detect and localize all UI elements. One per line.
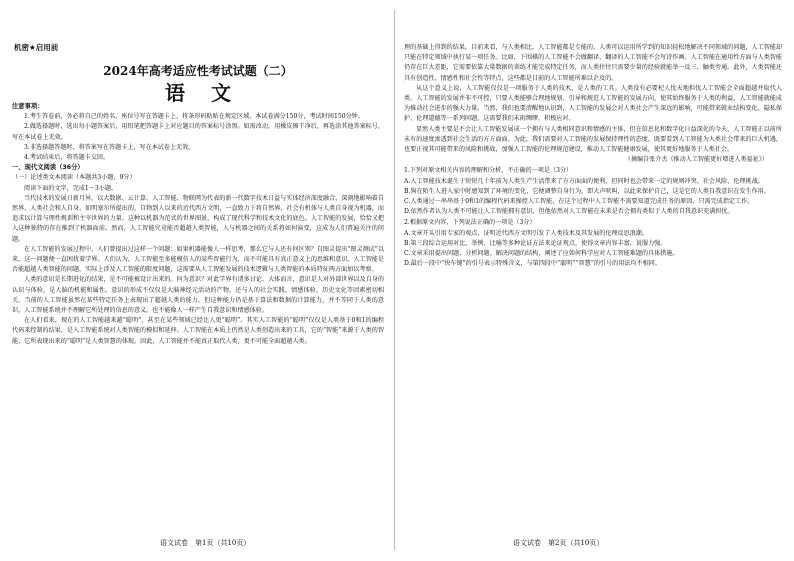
page-footer-left: 语文试卷 第1页（共10页）	[160, 539, 251, 547]
question-option: D.依然作者认为人类不可能让人工智能拥有意识，但他依然对人工智能在未来是否会拥有类似于人类的自我意识充满担忧。	[404, 208, 734, 216]
passage-paragraph: 在人们看来，现在的人工智能越来越“聪明”，甚至在某些领域已经比人更“聪明”。其实人工智能的“聪明”仅仅是人类基于0和1的编程代码来控制的结果，是人工智能系统对人类智能的模拟和延伸。人工智能在本质上仍然是人类创造出来的工具，它的“智能”来源于人类的智能，它所表现出来的“聪明”是人类智慧的体现。因此，人工智能并不能真正取代人类，更不可能全面超越人类。	[12, 317, 384, 345]
secret-label: 机密★启用前	[14, 43, 59, 52]
question-stem: 2.根据原文内容，下列说法正确的一项是（3分）	[404, 219, 536, 227]
note-item: 2.做选择题时，选出每小题答案后，用铅笔把答题卡上对应题目的答案标号涂黑。如需改动，用橡皮擦干净后，再选涂其他答案标号，写在本试卷上无效。	[12, 123, 384, 141]
passage-paragraph: 理的基础上得到的结果。目前来看，与人类相比，人工智能都是专能的。人类可以运用所学到的知识轻松地解决不同领域的问题，人工智能却只能在特定领域中执行某一项任务。比如，下围棋的人工智能不会做翻译，翻译的人工智能不会写诗作画。人工智能在通用性方面与人类智能仍存在巨大差距，它需要依靠大量数据的训练才能完成特定任务，而人类往往只需要少量的经验就能举一反三、触类旁通。此外，人类智能还具有创造性、情感性和社会性等特点，这些都是目前的人工智能所难以企及的。	[404, 44, 782, 82]
page-footer-right: 语文试卷 第2页（共10页）	[513, 539, 604, 547]
section-subheading: （一）论述类文本阅读（本题共3小题，9分）	[12, 174, 136, 182]
left-body	[12, 102, 384, 347]
question-option: D.最后一段中“快车键”的引号表示特殊含义，与第四段中“聪明”“智慧”的引号的用法均不相同。	[404, 260, 661, 268]
passage-paragraph: 从这个意义上说，人工智能仅仅是一项服务于人类的技术，是人类的工具。人类没有必要杞人忧天地担忧人工智能会全面超越并取代人类。人工智能的发展并非不可控，只要人类能够合理地规划、引导和规范人工智能的发展方向，使其始终服务于人类的利益，人工智能就能成为推动社会进步的强大力量。当然，我们也要清醒地认识到，人工智能的发展会对人类社会产生深远的影响，可能带来就业结构变化、隐私保护、伦理道德等一系列问题，这需要我们未雨绸缪，积极应对。	[404, 84, 782, 123]
question-option: A.文章开头引用专家的观点，证明近代西方文明引发了人类技术及其发展的伦理反思浪潮。	[404, 229, 648, 237]
question-option: B.第三段综合运用对比、举例、比喻等多种论证方法来论证观点，使得文章内容丰富，说服力强。	[404, 239, 667, 247]
note-item: 3.非选择题答题时，将答案写在答题卡上，写在本试卷上无效。	[24, 143, 195, 151]
notes-heading: 注意事项：	[12, 103, 44, 110]
note-item: 4.考试结束后，将答题卡交回。	[24, 154, 110, 162]
note-item: 1.考生答卷前，务必将自己的姓名、座位号写在答题卡上，将条形码粘贴在规定区域。本试卷满分150分，考试时间150分钟。	[24, 113, 364, 121]
subject-title: 语文	[165, 81, 257, 105]
question-stem: 1.下列对原文相关内容的理解和分析，不正确的一项是（3分）	[404, 167, 573, 175]
exam-title: 2024年高考适应性考试试题（二）	[103, 64, 293, 78]
passage-paragraph: 人类的意识是长期进化的结果，是不可能被设计出来的。何为意识？对此学界有诸多讨论。大体而言，意识是人对外部世界以及自身的认识与体验，是人脑的机能和属性。意识的形成不仅仅是大脑神经元活动的产物，还与人的社会实践、情感体验、历史文化等因素密切相关。当前的人工智能虽然在某些特定任务上表现出了超越人类的能力，但这种能力仍是基于算法和数据的计算能力，并不等同于人类的意识。人工智能系统并不理解它所处理的信息的意义，也不能像人一样产生自我意识和情感体验。	[12, 276, 384, 315]
question-option: A.人工智能技术诞生于短短几十年前为人类生产生活带来了方方面面的便利，但同时也会带来一定的规则冲突、社会风险、伦理挑战。	[404, 177, 764, 185]
left-column	[12, 0, 384, 561]
right-body	[404, 43, 782, 269]
question-option: C.人类通过一串串基于0和1的编程代码来操控人工智能，在这个过程中人工智能不需要知道完成任务的原因，只需完成指定工作。	[404, 198, 754, 206]
passage-paragraph: 当代技术的发展日新月异，以大数据、云计算、人工智能、物联网为代表的新一代数字技术日益与实体经济深度融合，深刻地影响着自然界、人类社会和人自身。如明塞尔所提出的，自物到人以来的近代西方文明，一直致力于将自然界、社会有机体与人类自身视为机器，而追求以计算与理性规训和主宰世界的力量。这种以机器为范式的世界图景，构成了现代科学和技术文化的底色。人工智能的发展，恰恰又把人这种独特的存在推到了机器面前。然而，人工智能究竟能否超越人类智能，人与机器之间的关系将如何演变，这成为人们普遍关注的问题。	[12, 194, 384, 243]
column-divider	[394, 10, 395, 550]
passage-paragraph: 在人工智能的发展过程中，人们曾提出过这样一个问题：如果机器能像人一样思考，那么它与人还有何区别？自图灵提出“图灵测试”以来，这一问题便一直困扰着学界。人们认为，人工智能至多能模仿人的某些智能行为，而不可能具有真正意义上的思维和意识。人工智能是否能超越人类智能的问题，实际上涉及人工智能的限度问题，这需要从人工智能发展的技术逻辑与人类智能的本质特征两方面加以考察。	[12, 245, 384, 274]
question-option: C.文章采用提出问题、分析问题、解决问题的结构，阐述了应如何科学应对人工智能难题的具体措施。	[404, 250, 679, 258]
passage-paragraph: 显然人类主要是不会让人工智能发展成一个拥有与人类相同意识和情感的主体，但在信息化和数字化日益深化的今天，人工智能正以前所未有的速度渗透到社会生活的方方面面。为此，我们需要对人工智能的发展保持理性的态度，既要看到人工智能为人类社会带来的巨大机遇，也要正视其可能带来的风险和挑战，加强人工智能的伦理规范建设，推动人工智能健康发展，使其更好地服务于人类社会。	[404, 125, 782, 154]
citation: （摘编自张介杰《推动人工智能更好增进人类福祉》）	[624, 156, 768, 164]
right-column	[404, 0, 782, 561]
section-heading: 一、现代文阅读（36分）	[12, 164, 84, 172]
question-option: B.狗在陌生人进入家中时感知到了环境的变化，它便调整自身行为，即大声吠叫，以此来保护自己，这是它的人类自我意识在发生作用。	[404, 187, 770, 195]
section-instruction: 阅读下面的文字，完成1～3小题。	[24, 184, 118, 192]
